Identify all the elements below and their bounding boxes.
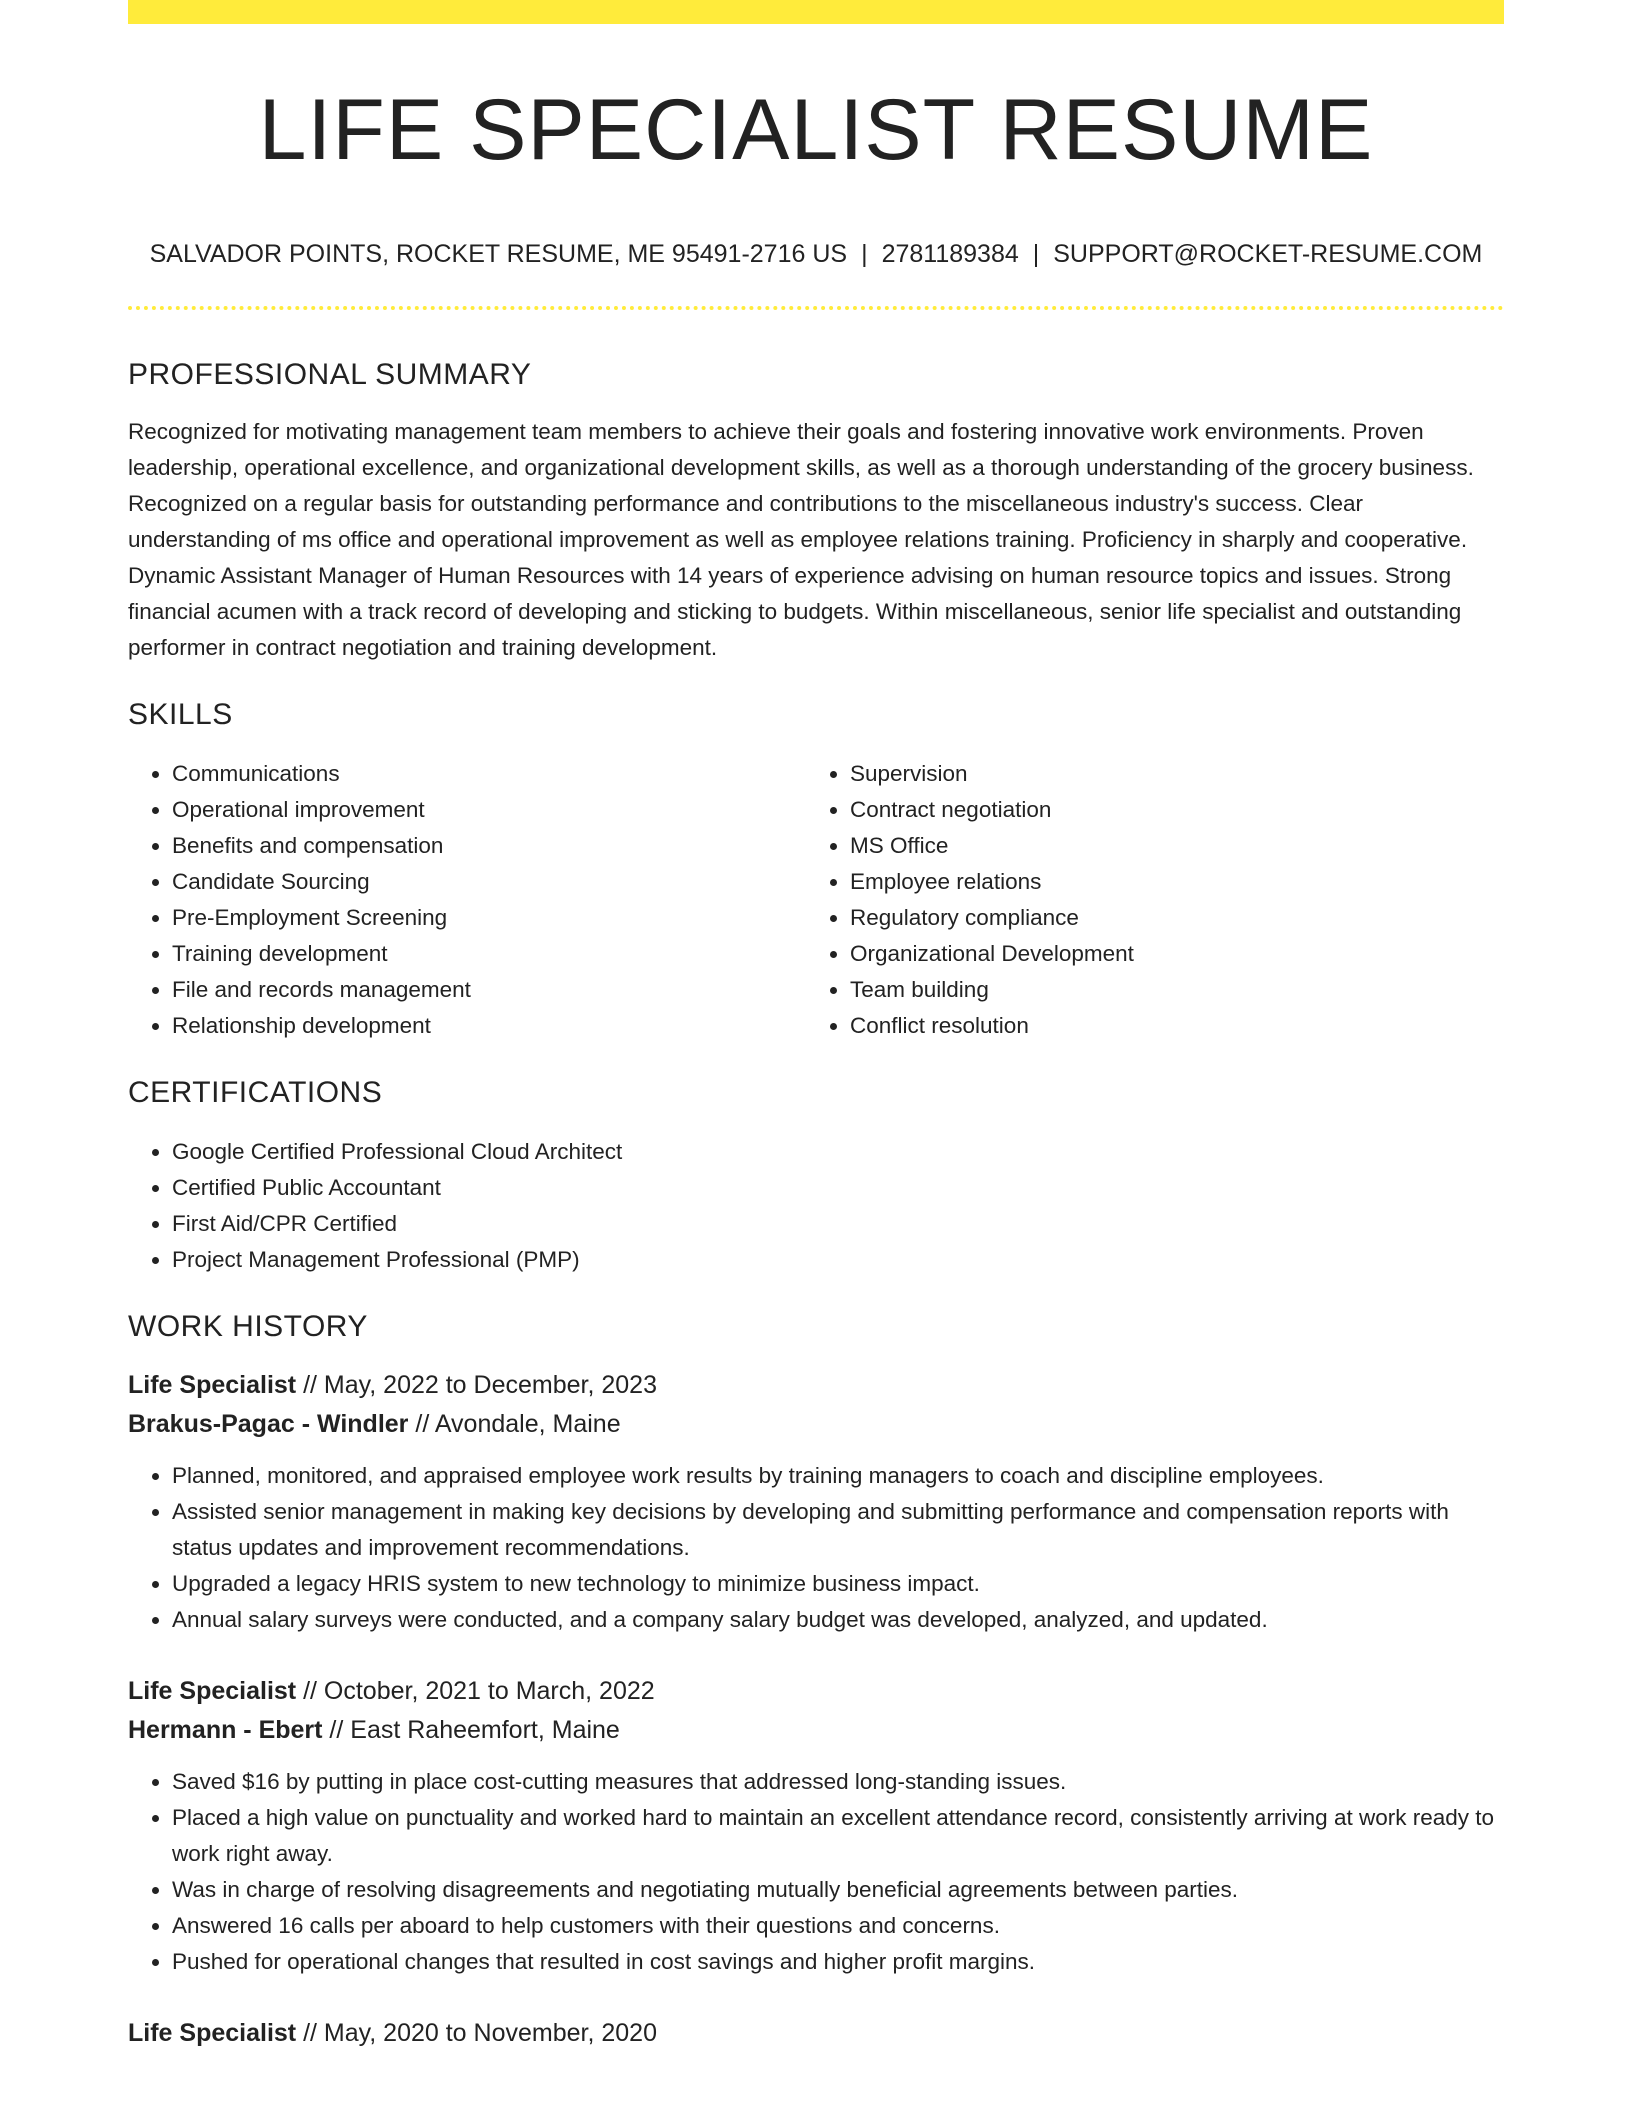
job-bullet: • Assisted senior management in making key decisions by developing and submitting performance and compensation reports with status updates and improvement recommendations. <box>172 1494 1504 1566</box>
job-entry <box>128 2014 1504 2053</box>
skill-item: • Benefits and compensation <box>172 828 806 864</box>
job-dates: // October, 2021 to March, 2022 <box>296 1677 655 1705</box>
skill-item: • Contract negotiation <box>850 792 1484 828</box>
certification-item: • First Aid/CPR Certified <box>172 1206 1504 1242</box>
summary-section <box>128 350 1504 666</box>
skill-item: • Conflict resolution <box>850 1008 1484 1044</box>
summary-text: Recognized for motivating management team members to achieve their goals and fostering innovative work environments. Proven leadership, operational excellence, and organizational development skills, as well as a thorough understanding of the grocery business. Recognized on a regular basis for outstanding performance and contributions to the miscellaneous industry's success. Clear understanding of ms office and operational improvement as well as employee relations training. Proficiency in sharply and cooperative. Dynamic Assistant Manager of Human Resources with 14 years of experience advising on human resource topics and issues. Strong financial acumen with a track record of developing and sticking to budgets. Within miscellaneous, senior life specialist and outstanding performer in contract negotiation and training development. <box>128 419 1474 660</box>
job-bullet: • Pushed for operational changes that resulted in cost savings and higher profit margins. <box>172 1944 1504 1980</box>
skill-item: • Training development <box>172 936 806 972</box>
job-title: Life Specialist <box>128 1371 297 1399</box>
skill-item: • Regulatory compliance <box>850 900 1484 936</box>
job-title-line <box>128 1672 1504 1711</box>
contact-email: SUPPORT@ROCKET-RESUME.COM <box>1053 240 1483 268</box>
skill-item: • Candidate Sourcing <box>172 864 806 900</box>
certification-item: • Google Certified Professional Cloud Architect <box>172 1134 1504 1170</box>
job-bullet: • Planned, monitored, and appraised employee work results by training managers to coach and discipline employees. <box>172 1458 1504 1494</box>
job-bullet: • Annual salary surveys were conducted, and a company salary budget was developed, analyzed, and updated. <box>172 1602 1504 1638</box>
work-history-section <box>128 1302 1504 2053</box>
skills-column-right <box>806 756 1484 1044</box>
skill-item: • Organizational Development <box>850 936 1484 972</box>
job-location: // Avondale, Maine <box>408 1410 621 1438</box>
skill-item: • Operational improvement <box>172 792 806 828</box>
contact-address: SALVADOR POINTS, ROCKET RESUME, ME 95491-2716 US <box>149 240 848 268</box>
skill-item: • MS Office <box>850 828 1484 864</box>
skills-list-right <box>806 756 1484 1044</box>
job-bullet-list <box>128 1458 1504 1638</box>
summary-heading: PROFESSIONAL SUMMARY <box>128 358 532 391</box>
certifications-list <box>128 1134 1504 1278</box>
job-title-line <box>128 1366 1504 1405</box>
job-dates: // May, 2022 to December, 2023 <box>296 1371 657 1399</box>
work-history-heading: WORK HISTORY <box>128 1310 368 1343</box>
job-title: Life Specialist <box>128 2019 297 2047</box>
job-bullet: • Answered 16 calls per aboard to help customers with their questions and concerns. <box>172 1908 1504 1944</box>
certification-item: • Certified Public Accountant <box>172 1170 1504 1206</box>
skill-item: • Team building <box>850 972 1484 1008</box>
job-bullet: • Was in charge of resolving disagreements and negotiating mutually beneficial agreements between parties. <box>172 1872 1504 1908</box>
skills-column-left <box>128 756 806 1044</box>
job-location: // East Raheemfort, Maine <box>322 1716 620 1744</box>
job-company: Brakus-Pagac - Windler <box>128 1410 409 1438</box>
job-title: Life Specialist <box>128 1677 297 1705</box>
job-company-line <box>128 1405 1504 1444</box>
skill-item: • Relationship development <box>172 1008 806 1044</box>
certifications-section <box>128 1068 1504 1278</box>
skill-item: • Employee relations <box>850 864 1484 900</box>
jobs-container <box>128 1366 1504 2053</box>
job-dates: // May, 2020 to November, 2020 <box>296 2019 657 2047</box>
resume-title: LIFE SPECIALIST RESUME <box>258 82 1374 178</box>
contact-separator: | <box>861 240 868 268</box>
job-bullet: • Placed a high value on punctuality and worked hard to maintain an excellent attendance record, consistently arriving at work ready to work right away. <box>172 1800 1504 1872</box>
skills-section <box>128 690 1504 1044</box>
resume-body <box>128 350 1504 2053</box>
skill-item: • File and records management <box>172 972 806 1008</box>
certification-item: • Project Management Professional (PMP) <box>172 1242 1504 1278</box>
job-bullet: • Saved $16 by putting in place cost-cutting measures that addressed long-standing issues. <box>172 1764 1504 1800</box>
job-entry <box>128 1366 1504 1638</box>
skills-columns <box>128 756 1504 1044</box>
certifications-heading: CERTIFICATIONS <box>128 1076 383 1109</box>
job-entry <box>128 1672 1504 1980</box>
contact-line <box>0 236 1632 272</box>
skills-heading: SKILLS <box>128 698 233 731</box>
contact-phone: 2781189384 <box>881 240 1019 268</box>
job-title-line <box>128 2014 1504 2053</box>
job-company-line <box>128 1711 1504 1750</box>
accent-bar <box>128 0 1504 24</box>
dotted-divider <box>128 306 1504 310</box>
skill-item: • Supervision <box>850 756 1484 792</box>
skills-list-left <box>128 756 806 1044</box>
job-company: Hermann - Ebert <box>128 1716 323 1744</box>
skill-item: • Pre-Employment Screening <box>172 900 806 936</box>
job-bullet-list <box>128 1764 1504 1980</box>
contact-separator: | <box>1032 240 1040 268</box>
job-bullet: • Upgraded a legacy HRIS system to new technology to minimize business impact. <box>172 1566 1504 1602</box>
skill-item: • Communications <box>172 756 806 792</box>
